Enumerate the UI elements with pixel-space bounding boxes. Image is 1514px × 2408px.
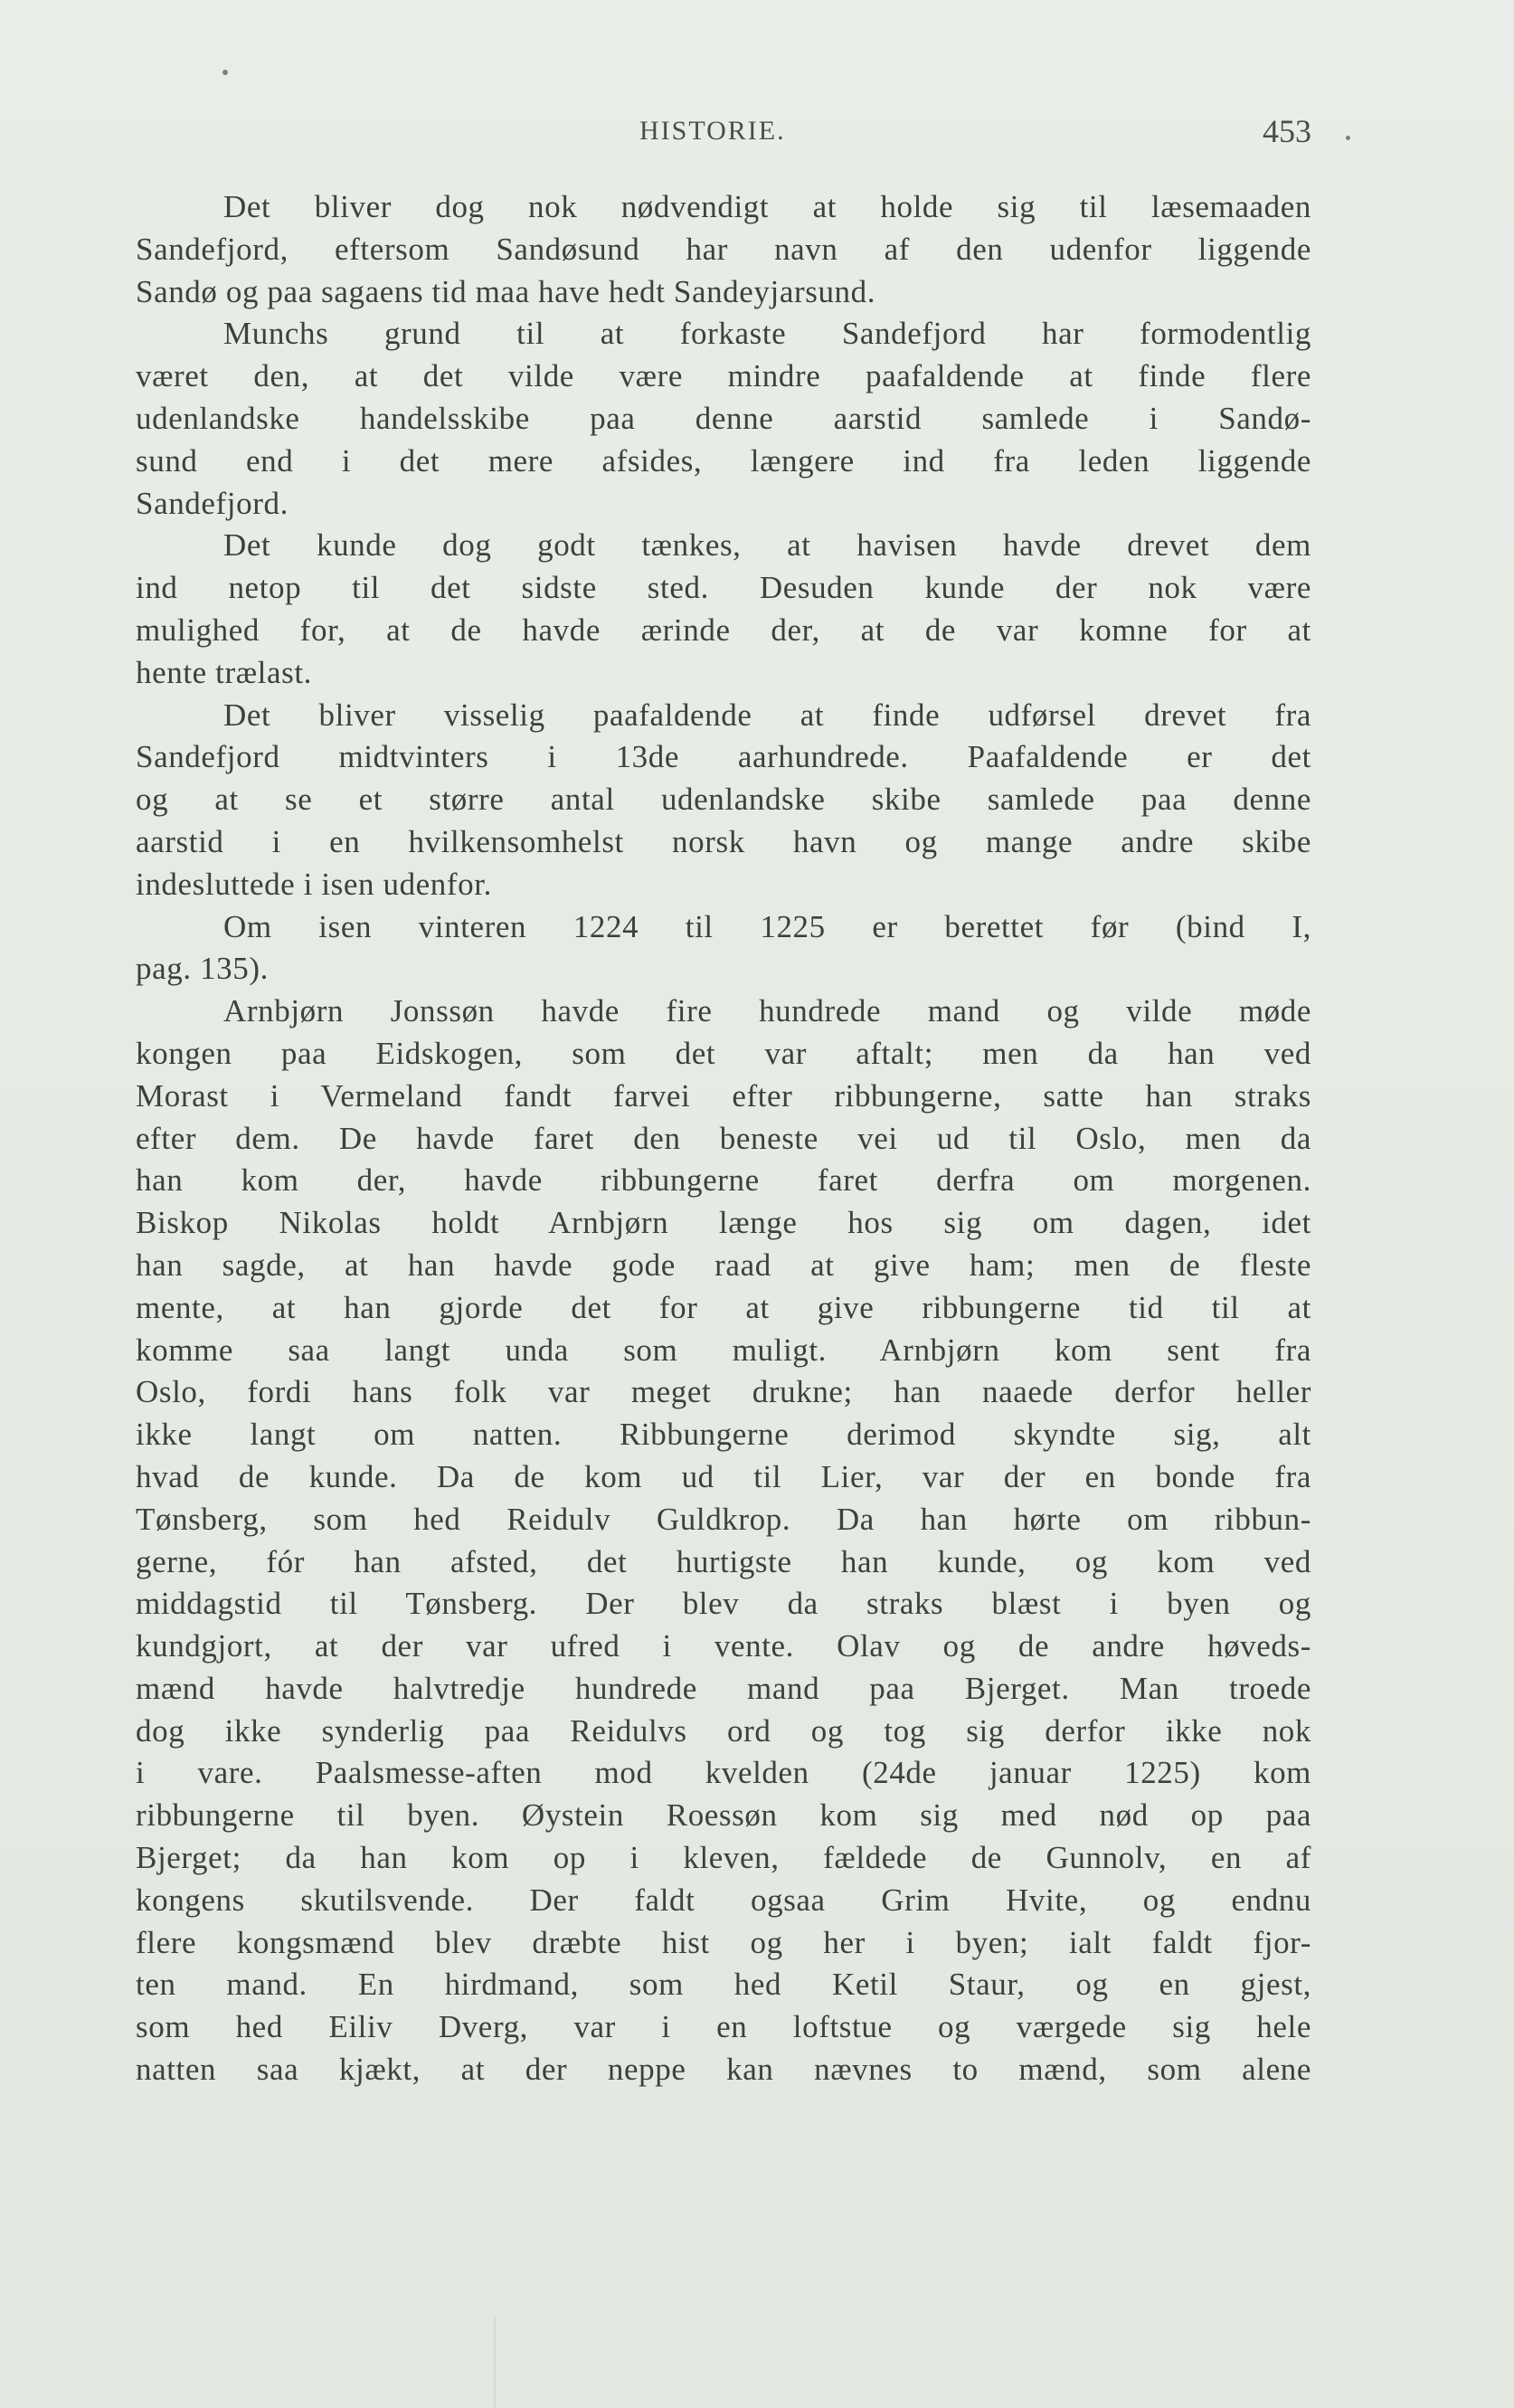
- text-line: kongens skutilsvende. Der faldt ogsaa Grim Hvite, og endnu: [136, 1882, 1311, 1918]
- text-line: Bjerget; da han kom op i kleven, fældede de Gunnolv, en af: [136, 1840, 1311, 1876]
- text-line: Munchs grund til at forkaste Sandefjord har formodentlig: [223, 316, 1311, 352]
- text-line: ribbungerne til byen. Øystein Roessøn kom sig med nød op paa: [136, 1797, 1311, 1834]
- text-line: flere kongsmænd blev dræbte hist og her i byen; ialt faldt fjor-: [136, 1924, 1311, 1960]
- ink-speck: [222, 70, 228, 75]
- text-line: Oslo, fordi hans folk var meget drukne; han naaede derfor heller: [136, 1374, 1311, 1410]
- page-header: [136, 107, 1311, 161]
- text-line: Arnbjørn Jonssøn havde fire hundrede mand og vilde møde: [223, 993, 1311, 1029]
- text-line: hvad de kunde. Da de kom ud til Lier, var der en bonde fra: [136, 1458, 1311, 1494]
- text-line: Det bliver visselig paafaldende at finde udførsel drevet fra: [223, 697, 1311, 733]
- text-line: i vare. Paalsmesse-aften mod kvelden (24de januar 1225) kom: [136, 1755, 1311, 1791]
- text-line: hente trælast.: [136, 654, 313, 690]
- text-line: efter dem. De havde faret den beneste vei ud til Oslo, men da: [136, 1120, 1311, 1156]
- text-line: mulighed for, at de havde ærinde der, at de var komne for at: [136, 611, 1311, 648]
- text-line: Det kunde dog godt tænkes, at havisen havde drevet dem: [223, 527, 1311, 564]
- text-line: dog ikke synderlig paa Reidulvs ord og tog sig derfor ikke nok: [136, 1712, 1311, 1749]
- text-line: natten saa kjækt, at der neppe kan nævnes to mænd, som alene: [136, 2052, 1311, 2088]
- text-line: han kom der, havde ribbungerne faret derfra om morgenen.: [136, 1162, 1311, 1199]
- text-line: Det bliver dog nok nødvendigt at holde sig til læsemaaden: [223, 189, 1311, 224]
- text-line: ten mand. En hirdmand, som hed Ketil Staur, og en gjest,: [136, 1967, 1311, 2003]
- text-line: sund end i det mere afsides, længere ind fra leden liggende: [136, 442, 1311, 479]
- text-line: Biskop Nikolas holdt Arnbjørn længe hos sig om dagen, idet: [136, 1205, 1311, 1241]
- text-line: indesluttede i isen udenfor.: [136, 866, 492, 902]
- ink-speck: [1346, 136, 1350, 140]
- text-line: Sandefjord, eftersom Sandøsund har navn af den udenfor liggende: [136, 231, 1311, 267]
- text-line: været den, at det vilde være mindre paafaldende at finde flere: [136, 358, 1311, 394]
- page-fold-shadow: [494, 2316, 496, 2408]
- text-line: mente, at han gjorde det for at give ribbungerne tid til at: [136, 1289, 1311, 1325]
- text-line: ikke langt om natten. Ribbungerne derimod skyndte sig, alt: [136, 1417, 1311, 1453]
- text-line: og at se et større antal udenlandske skibe samlede paa denne: [136, 782, 1311, 818]
- text-line: gerne, fór han afsted, det hurtigste han kunde, og kom ved: [136, 1543, 1311, 1579]
- text-line: middagstid til Tønsberg. Der blev da straks blæst i byen og: [136, 1586, 1311, 1622]
- text-line: Sandefjord midtvinters i 13de aarhundrede. Paafaldende er det: [136, 739, 1311, 775]
- page-number: 453: [1263, 113, 1311, 149]
- running-title: HISTORIE.: [639, 116, 786, 146]
- text-line: Morast i Vermeland fandt farvei efter ribbungerne, satte han straks: [136, 1077, 1311, 1114]
- text-line: kongen paa Eidskogen, som det var aftalt; men da han ved: [136, 1035, 1311, 1071]
- text-line: han sagde, at han havde gode raad at give ham; men de fleste: [136, 1247, 1311, 1283]
- body-text: [136, 186, 1311, 2091]
- text-line: Tønsberg, som hed Reidulv Guldkrop. Da han hørte om ribbun-: [136, 1501, 1311, 1537]
- text-line: som hed Eiliv Dverg, var i en loftstue og værgede sig hele: [136, 2009, 1311, 2045]
- text-line: Om isen vinteren 1224 til 1225 er berettet før (bind I,: [223, 908, 1311, 944]
- text-line: ind netop til det sidste sted. Desuden kunde der nok være: [136, 570, 1311, 606]
- text-line: Sandø og paa sagaens tid maa have hedt Sandeyjarsund.: [136, 273, 876, 309]
- text-line: komme saa langt unda som muligt. Arnbjørn kom sent fra: [136, 1332, 1311, 1368]
- text-line: mænd havde halvtredje hundrede mand paa Bjerget. Man troede: [136, 1670, 1311, 1706]
- text-line: aarstid i en hvilkensomhelst norsk havn og mange andre skibe: [136, 823, 1311, 859]
- text-line: udenlandske handelsskibe paa denne aarstid samlede i Sandø-: [136, 400, 1311, 436]
- text-line: pag. 135).: [136, 951, 269, 987]
- text-line: kundgjort, at der var ufred i vente. Olav og de andre høveds-: [136, 1628, 1311, 1664]
- text-line: Sandefjord.: [136, 485, 289, 521]
